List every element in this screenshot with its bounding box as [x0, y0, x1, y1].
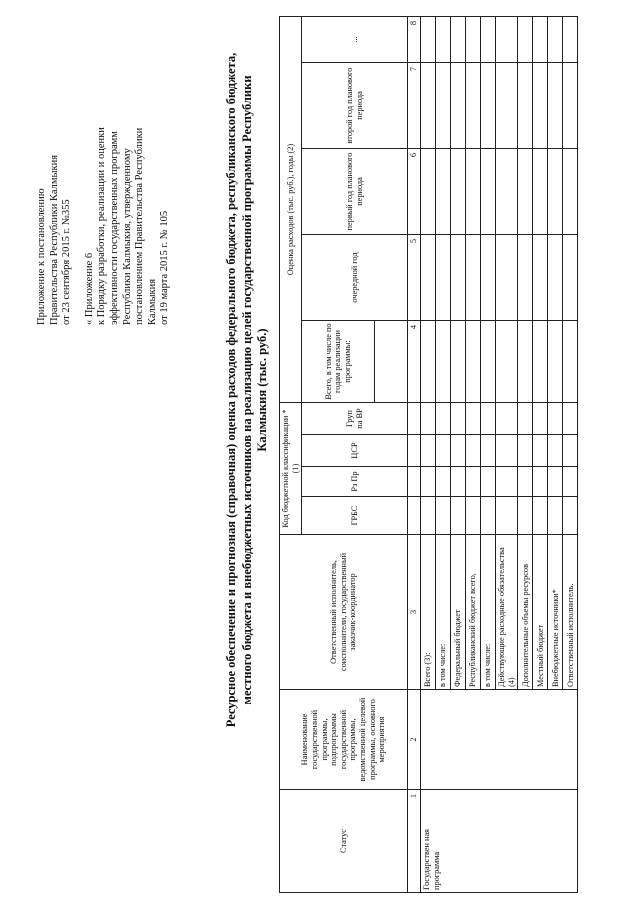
row-label: Республиканский бюджет всего, [466, 535, 481, 690]
value-cell [533, 403, 548, 435]
row-label: Ответственный исполнитель. [563, 535, 578, 690]
header-rzpr: Рз Пр [302, 467, 408, 497]
value-cell [533, 17, 548, 63]
table-row [421, 17, 436, 893]
header-more-years: ... [302, 17, 408, 63]
value-cell [548, 63, 563, 149]
value-cell [496, 497, 518, 535]
value-cell [533, 435, 548, 467]
value-cell [466, 235, 481, 321]
value-cell [563, 63, 578, 149]
header-note-line: от 19 марта 2015 г. № 105 [159, 210, 171, 325]
value-cell [481, 435, 496, 467]
row-label: Всего (3): [421, 535, 436, 690]
value-cell [548, 149, 563, 235]
row-label: Местный бюджет [533, 535, 548, 690]
value-cell [451, 435, 466, 467]
table-body [421, 17, 578, 893]
value-cell [436, 435, 451, 467]
value-cell [563, 321, 578, 403]
value-cell [466, 497, 481, 535]
value-cell [563, 467, 578, 497]
header-csr: ЦСР [302, 435, 408, 467]
row-label: Внебюджетные источники* [548, 535, 563, 690]
value-cell [421, 435, 436, 467]
header-total-spacer [375, 321, 408, 403]
value-cell [466, 149, 481, 235]
value-cell [481, 17, 496, 63]
value-cell [563, 403, 578, 435]
col-number-blank-a [408, 497, 421, 535]
row-label: Федеральный бюджет [451, 535, 466, 690]
value-cell [518, 149, 533, 235]
value-cell [563, 149, 578, 235]
header-executor: Ответственный исполнитель, соисполнители, государственный заказчик-координатор [280, 535, 408, 690]
value-cell [421, 467, 436, 497]
title-line-2: местного бюджета и внебюджетных источников на реализацию целей государственной программы Республики [239, 75, 254, 705]
resource-table [279, 16, 578, 893]
value-cell [436, 497, 451, 535]
value-cell [481, 321, 496, 403]
header-grbs: ГРБС [302, 497, 408, 535]
appendix-header-note [36, 25, 172, 325]
header-budget-classification-code: Код бюджетной классификации *(1) [280, 403, 302, 535]
value-cell [496, 63, 518, 149]
program-name-cell [421, 690, 578, 790]
header-note-line: постановлением Правительства Республики [134, 127, 146, 325]
value-cell [518, 17, 533, 63]
value-cell [481, 403, 496, 435]
value-cell [451, 149, 466, 235]
header-note-line: « Приложение 6 [83, 252, 95, 325]
value-cell [548, 435, 563, 467]
value-cell [533, 497, 548, 535]
value-cell [533, 321, 548, 403]
value-cell [481, 235, 496, 321]
value-cell [436, 149, 451, 235]
header-expense-estimate: Оценка расходов (тыс. руб.), годы (2) [280, 17, 302, 403]
header-second-plan-year: второй год планового периода [302, 63, 408, 149]
row-label: Дополнительные объемы ресурсов [518, 535, 533, 690]
value-cell [496, 435, 518, 467]
value-cell [436, 467, 451, 497]
value-cell [421, 403, 436, 435]
value-cell [496, 403, 518, 435]
value-cell [548, 235, 563, 321]
header-current-year: очередной год [302, 235, 408, 321]
value-cell [466, 403, 481, 435]
header-first-plan-year: первый год планового периода [302, 149, 408, 235]
value-cell [496, 235, 518, 321]
row-label: Действующие расходные обязательства (4) [496, 535, 518, 690]
value-cell [563, 17, 578, 63]
header-note-line: Калмыкия [146, 278, 158, 325]
value-cell [548, 497, 563, 535]
header-status: Статус [280, 790, 408, 893]
value-cell [548, 321, 563, 403]
value-cell [421, 63, 436, 149]
value-cell [533, 235, 548, 321]
value-cell [451, 235, 466, 321]
col-number-blank-c [408, 435, 421, 467]
col-number-5: 5 [408, 235, 421, 321]
value-cell [466, 63, 481, 149]
value-cell [548, 17, 563, 63]
header-note-gap [74, 25, 84, 325]
col-number-6: 6 [408, 149, 421, 235]
col-number-blank-b [408, 467, 421, 497]
value-cell [548, 403, 563, 435]
col-number-2: 2 [408, 690, 421, 790]
value-cell [451, 403, 466, 435]
header-note-line: Приложение к постановлению [36, 188, 47, 325]
value-cell [518, 467, 533, 497]
value-cell [421, 497, 436, 535]
value-cell [481, 467, 496, 497]
value-cell [436, 63, 451, 149]
value-cell [533, 149, 548, 235]
header-note-line: эффективности государственных программ [108, 131, 120, 325]
value-cell [518, 497, 533, 535]
status-value: Государствен ная программа [421, 790, 578, 893]
col-number-7: 7 [408, 63, 421, 149]
value-cell [421, 321, 436, 403]
header-note-line: к Порядку разработки, реализации и оценки [96, 127, 108, 325]
value-cell [466, 321, 481, 403]
value-cell [466, 17, 481, 63]
value-cell [421, 235, 436, 321]
value-cell [518, 435, 533, 467]
value-cell [518, 321, 533, 403]
row-label: в том числе: [436, 535, 451, 690]
value-cell [436, 403, 451, 435]
value-cell [518, 235, 533, 321]
value-cell [451, 467, 466, 497]
value-cell [533, 467, 548, 497]
row-label: в том числе: [481, 535, 496, 690]
value-cell [451, 17, 466, 63]
value-cell [518, 403, 533, 435]
value-cell [563, 497, 578, 535]
header-note-line: Правительства Республики Калмыкия [48, 154, 60, 325]
value-cell [436, 321, 451, 403]
value-cell [533, 63, 548, 149]
value-cell [451, 63, 466, 149]
col-number-3: 3 [408, 535, 421, 690]
header-note-line: Республики Калмыкия, утвержденному [121, 148, 133, 325]
document-title [224, 15, 271, 765]
header-program-name: Наименование государственной программы, подпрограммы государственной программы, ведомственной целевой программы, основного мероприятия [280, 690, 408, 790]
col-number-4: 4 [408, 321, 421, 403]
value-cell [421, 149, 436, 235]
value-cell [496, 467, 518, 497]
value-cell [548, 467, 563, 497]
header-note-line: от 23 сентября 2015 г. №355 [61, 199, 73, 325]
value-cell [466, 467, 481, 497]
title-line-3: Калмыкия (тыс. руб.) [255, 328, 269, 452]
value-cell [496, 149, 518, 235]
value-cell [481, 497, 496, 535]
column-number-row [408, 17, 421, 893]
title-line-1: Ресурсное обеспечение и прогнозная (справочная) оценка расходов федерального бюджета, республиканского бюджета, [224, 52, 238, 728]
value-cell [451, 497, 466, 535]
value-cell [518, 63, 533, 149]
value-cell [563, 235, 578, 321]
value-cell [421, 17, 436, 63]
col-number-blank-d [408, 403, 421, 435]
value-cell [436, 17, 451, 63]
value-cell [481, 63, 496, 149]
value-cell [451, 321, 466, 403]
value-cell [481, 149, 496, 235]
header-total-by-years: Всего, в том числе по годам реализации программы: [302, 321, 375, 403]
value-cell [496, 321, 518, 403]
col-number-8: 8 [408, 17, 421, 63]
value-cell [563, 435, 578, 467]
value-cell [466, 435, 481, 467]
col-number-1: 1 [408, 790, 421, 893]
value-cell [436, 235, 451, 321]
header-grvr: Груп па ВР [302, 403, 408, 435]
value-cell [496, 17, 518, 63]
